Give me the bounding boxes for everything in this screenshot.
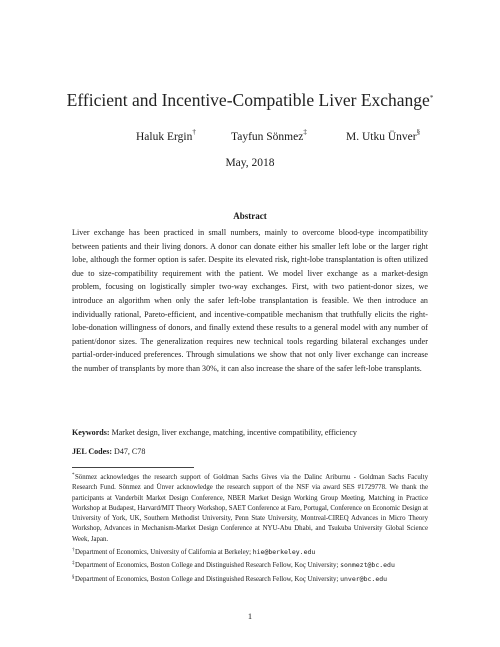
paper-date: May, 2018	[225, 157, 275, 169]
footnote-text: Sönmez acknowledges the research support of Goldman Sachs Gives via the Dalinc Ariburnu - Goldman Sachs Faculty Research Fund. Sönmez and Ünver acknowledge the research support of the NSF via award SES #1729778. We thank the participants at Vanderbilt Market Design Conference, NBER Market Design Working Group Meeting, Matching in Practice Workshop at Budapest, Harvard/MIT Theory Workshop, SAET Conference at Faro, Portugal, Conference on Economic Design at University of York, UK, Southern Methodist University, Penn State University, Montreal-CIREQ Advances in Micro Theory Workshop, Advances in Mechanism-Market Design Conference at NYU-Abu Dhabi, and Tsukuba University Global Science Week, Japan.	[72, 474, 428, 543]
footnote-mark: †	[72, 548, 75, 554]
keywords-label: Keywords:	[72, 428, 110, 437]
footnote-acknowledgement	[72, 471, 428, 545]
author-3-name: M. Utku Ünver	[346, 131, 417, 143]
author-2-mark: ‡	[303, 128, 307, 136]
paper-title	[0, 90, 500, 111]
footnotes	[72, 471, 428, 585]
jel-text: D47, C78	[114, 447, 146, 456]
author-email-link[interactable]: sonmezt@bc.edu	[340, 561, 395, 570]
author-3	[346, 128, 420, 143]
author-1-mark: †	[192, 128, 196, 136]
jel-codes-line	[72, 447, 428, 456]
footnote-text: Department of Economics, University of California at Berkeley;	[75, 549, 251, 557]
author-email-link[interactable]: unver@bc.edu	[340, 574, 388, 583]
page-number: 1	[247, 611, 253, 621]
author-1-name: Haluk Ergin	[136, 131, 193, 143]
author-1	[136, 128, 196, 143]
abstract-heading: Abstract	[233, 211, 267, 221]
footnote-text: Department of Economics, Boston College and Distinguished Research Fellow, Koç University;	[75, 562, 339, 570]
footnote-mark: *	[72, 473, 75, 478]
keywords-text: Market design, liver exchange, matching, incentive compatibility, efficiency	[111, 428, 357, 437]
footnote-author-2	[72, 559, 428, 571]
footnote-author-1	[72, 546, 428, 558]
author-2	[231, 128, 307, 143]
keywords-line	[72, 428, 428, 437]
footnote-mark: §	[72, 574, 75, 580]
abstract-body: Liver exchange has been practiced in small numbers, mainly to overcome blood-type incompatibility between patients and their living donors. A donor can donate either his smaller left lobe or the larger right lobe, although the former option is safer. Despite its elevated risk, right-lobe transplantation is often utilized due to size-compatibility requirement with the patient. We model liver exchange as a market-design problem, focusing on logistically simpler two-way exchanges. First, with two patient-donor sizes, we introduce an algorithm when only the safer left-lobe transplantation is feasible. We then introduce an individually rational, Pareto-efficient, and incentive-compatible mechanism that truthfully elicits the right-lobe-donation willingness of donors, and finally extend these results to a general model with any number of patient/donor sizes. The generalization requires new technical tools regarding bilateral exchanges under partial-order-induced preferences. Through simulations we show that not only liver exchange can increase the number of transplants by more than 30%, it can also increase the share of the safer left-lobe transplants.	[72, 228, 428, 373]
footnote-mark: ‡	[72, 561, 75, 567]
author-email-link[interactable]: hie@berkeley.edu	[252, 548, 316, 557]
footnote-text: Department of Economics, Boston College and Distinguished Research Fellow, Koç University;	[75, 575, 339, 583]
footnote-author-3	[72, 573, 428, 585]
author-2-name: Tayfun Sönmez	[231, 131, 304, 143]
author-3-mark: §	[416, 128, 421, 136]
title-footnote-mark: *	[429, 94, 434, 102]
footnote-rule	[72, 467, 194, 468]
jel-label: JEL Codes:	[72, 447, 113, 456]
paper-title-text: Efficient and Incentive-Compatible Liver Exchange	[66, 90, 430, 110]
